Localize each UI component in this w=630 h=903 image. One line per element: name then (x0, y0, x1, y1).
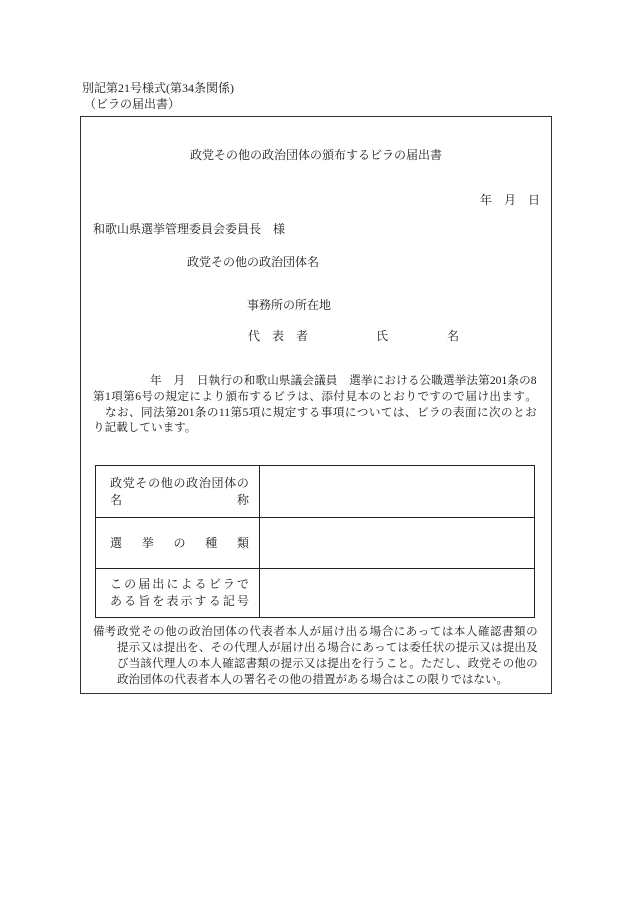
table-label-cell (96, 569, 260, 617)
notes-line: 提 示 又 は 提 出 を 、 そ の 代 理 人 が 届 け 出 る 場 合 に あ っ て は 委 任 状 の 提 示 又 は 提 出 及 (117, 642, 538, 654)
addressee: 和歌山県選挙管理委員会委員長 様 (93, 222, 286, 236)
declaration-line: な お 、 同 法 第 201 条 の 11 第 5 項 に 規 定 す る 事 項 に つ い て は 、 ビ ラ の 表 面 に 次 の と お (105, 406, 537, 419)
office-address-label: 事務所の所在地 (247, 298, 332, 312)
table-label-line: 政 党 そ の 他 の 政 治 団 体 の (110, 475, 249, 490)
table-value-cell (260, 569, 534, 617)
table-row (96, 568, 534, 617)
table-value-cell (260, 466, 534, 517)
table-label-cell (96, 466, 260, 517)
representative-label: 代 表 者 (248, 329, 309, 343)
table-label-line: 選 挙 の 種 類 (110, 535, 249, 550)
organization-name-label: 政党その他の政治団体名 (187, 255, 320, 269)
notes-line: び 当 該 代 理 人 の 本 人 確 認 書 類 の 提 示 又 は 提 出 を 行 う こ と 。 た だ し 、 政 党 そ の 他 の (117, 658, 538, 670)
table-row (96, 517, 534, 568)
date-line: 年 月 日 (480, 193, 541, 207)
details-table (95, 465, 535, 618)
notes-line: 政 党 そ の 他 の 政 治 団 体 の 代 表 者 本 人 が 届 け 出 る 場 合 に あ っ て は 本 人 確 認 書 類 の (117, 626, 538, 638)
representative-surname-label: 氏 (376, 329, 389, 343)
table-label-line: こ の 届 出 に よ る ビ ラ で (110, 577, 249, 591)
form-title: 政党その他の政治団体の頒布するビラの届出書 (189, 148, 442, 162)
form-number-label: 別記第21号様式(第34条関係) (82, 81, 234, 95)
notes-line: 政治団体の代表者本人の署名その他の措置がある場合はこの限りではない。 (117, 674, 508, 686)
declaration-line: り記載しています。 (93, 421, 197, 434)
table-label-cell (96, 518, 260, 568)
declaration-line: 第 1 項 第 6 号 の 規 定 に よ り 頒 布 す る ビ ラ は 、 添 付 見 本 の と お り で す の で 届 け 出 ま す 。 (93, 390, 537, 403)
declaration-line: 年 月 日 執 行 の 和 歌 山 県 議 会 議 員 選 挙 に お け る 公 職 選 挙 法 第 201 条 の 8 (150, 374, 537, 387)
table-value-cell (260, 518, 534, 568)
table-label-line: あ る 旨 を 表 示 す る 記 号 (110, 594, 249, 608)
table-label-line: 名 称 (110, 492, 249, 507)
representative-given-name-label: 名 (447, 329, 460, 343)
table-row (96, 466, 534, 517)
form-subtitle: （ビラの届出書） (84, 97, 181, 111)
notes-label: 備考 (93, 626, 116, 638)
